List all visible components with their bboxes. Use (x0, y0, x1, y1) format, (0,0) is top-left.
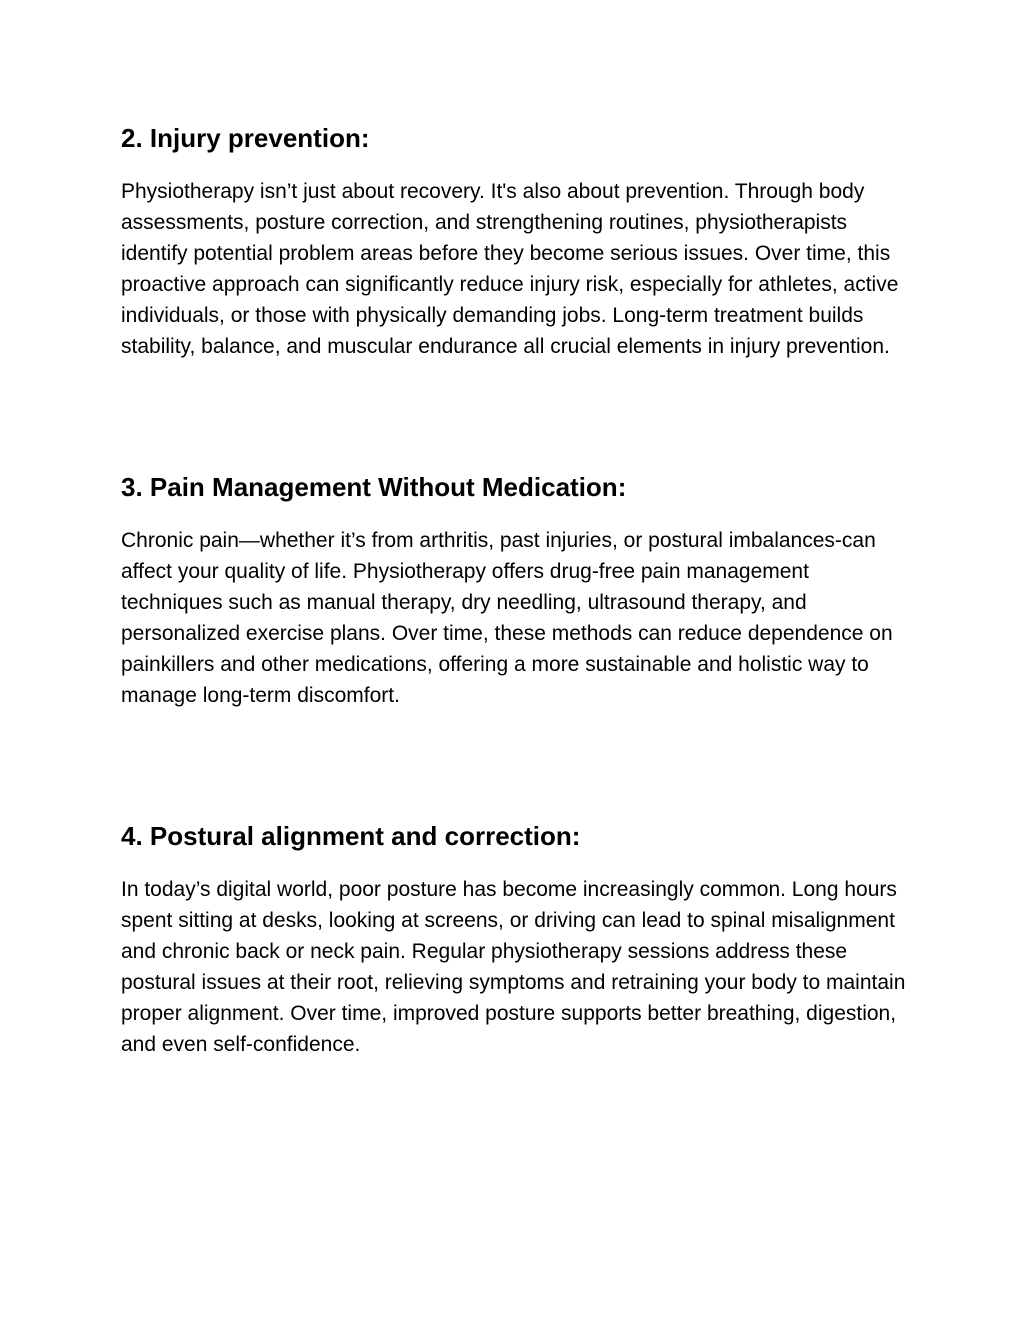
section-heading: 2. Injury prevention: (121, 123, 370, 153)
section-body: In today’s digital world, poor posture has become increasingly common. Long hours spent sitting at desks, looking at screens, or driving can lead to spinal misalignment and chronic back or neck pain. Regular physiotherapy sessions address these postural issues at their root, relieving symptoms and retraining your body to maintain proper alignment. Over time, improved posture supports better breathing, digestion, and even self-confidence. (121, 878, 906, 1056)
section-injury-prevention (121, 122, 911, 362)
section-pain-management (121, 471, 911, 711)
section-heading: 3. Pain Management Without Medication: (121, 472, 627, 502)
section-body: Physiotherapy isn’t just about recovery. It's also about prevention. Through body assessments, posture correction, and strengthening routines, physiotherapists identify potential problem areas before they become serious issues. Over time, this proactive approach can significantly reduce injury risk, especially for athletes, active individuals, or those with physically demanding jobs. Long-term treatment builds stability, balance, and muscular endurance all crucial elements in injury prevention. (121, 180, 899, 358)
section-postural-alignment (121, 820, 911, 1060)
section-body: Chronic pain—whether it’s from arthritis, past injuries, or postural imbalances-can affect your quality of life. Physiotherapy offers drug-free pain management techniques such as manual therapy, dry needling, ultrasound therapy, and personalized exercise plans. Over time, these methods can reduce dependence on painkillers and other medications, offering a more sustainable and holistic way to manage long-term discomfort. (121, 529, 893, 707)
section-heading: 4. Postural alignment and correction: (121, 821, 581, 851)
